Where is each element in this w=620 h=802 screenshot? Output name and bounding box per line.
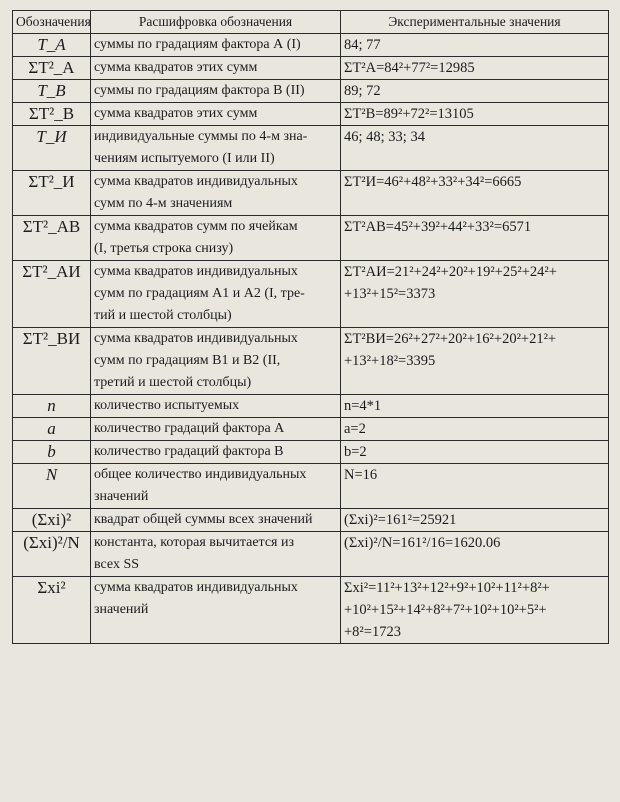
description-line: сумм по градациям В1 и В2 (II, [94, 353, 281, 368]
symbol-cell: ΣT²_A [13, 57, 91, 80]
description-line: сумм по 4-м значениям [94, 196, 233, 211]
description-cell [91, 328, 341, 395]
table-row [13, 57, 609, 80]
description-line: количество градаций фактора В [94, 444, 284, 459]
symbol-cell: ΣT²_BИ [13, 328, 91, 395]
table-row [13, 80, 609, 103]
description-line: квадрат общей суммы всех значений [94, 512, 313, 527]
table-row [13, 418, 609, 441]
symbol-cell: n [13, 395, 91, 418]
value-line: (Σxi)²/N=161²/16=1620.06 [344, 535, 501, 551]
value-line: b=2 [344, 444, 367, 460]
description-line: суммы по градациям фактора В (II) [94, 83, 305, 98]
symbol-cell: (Σxi)²/N [13, 532, 91, 577]
table-row [13, 34, 609, 57]
value-cell [341, 126, 609, 171]
value-line: (Σxi)²=161²=25921 [344, 512, 457, 528]
value-line: 46; 48; 33; 34 [344, 129, 425, 145]
description-cell [91, 532, 341, 577]
value-line: 89; 72 [344, 83, 381, 99]
value-cell [341, 532, 609, 577]
table-row [13, 441, 609, 464]
header-values: Экспериментальные значения [341, 11, 609, 34]
description-cell [91, 57, 341, 80]
value-cell [341, 509, 609, 532]
description-line: чениям испытуемого (I или II) [94, 151, 275, 166]
symbol-cell: T_A [13, 34, 91, 57]
value-line: Σxi²=11²+13²+12²+9²+10²+11²+8²+ [344, 580, 550, 596]
description-cell [91, 80, 341, 103]
value-line: +13²+15²=3373 [344, 286, 436, 302]
description-line: сумма квадратов индивидуальных [94, 580, 298, 595]
table-body [13, 34, 609, 644]
description-line: константа, которая вычитается из [94, 535, 295, 550]
table-row [13, 532, 609, 577]
header-notation: Обозначения [13, 11, 91, 34]
description-line: сумма квадратов индивидуальных [94, 331, 298, 346]
symbol-cell: ΣT²_AИ [13, 261, 91, 328]
value-cell [341, 34, 609, 57]
description-line: третий и шестой столбцы) [94, 375, 252, 390]
table-row [13, 216, 609, 261]
description-cell [91, 577, 341, 644]
description-cell [91, 34, 341, 57]
value-cell [341, 261, 609, 328]
header-description: Расшифровка обозначения [91, 11, 341, 34]
notation-table [12, 10, 609, 644]
table-row [13, 395, 609, 418]
symbol-cell: ΣT²_И [13, 171, 91, 216]
symbol-cell: T_И [13, 126, 91, 171]
value-cell [341, 418, 609, 441]
description-cell [91, 171, 341, 216]
description-line: сумма квадратов индивидуальных [94, 264, 298, 279]
document-page [12, 10, 608, 794]
table-row [13, 509, 609, 532]
description-line: (I, третья строка снизу) [94, 241, 234, 256]
description-line: сумма квадратов этих сумм [94, 106, 258, 121]
value-cell [341, 57, 609, 80]
value-line: a=2 [344, 421, 366, 437]
value-line: ΣT²AB=45²+39²+44²+33²=6571 [344, 219, 532, 235]
description-line: суммы по градациям фактора А (I) [94, 37, 301, 52]
value-line: ΣT²B=89²+72²=13105 [344, 106, 474, 122]
symbol-cell: ΣT²_AB [13, 216, 91, 261]
value-cell [341, 80, 609, 103]
description-line: значений [94, 602, 149, 617]
description-line: сумма квадратов этих сумм [94, 60, 258, 75]
symbol-cell: a [13, 418, 91, 441]
table-row [13, 577, 609, 644]
table-row [13, 126, 609, 171]
value-cell [341, 441, 609, 464]
symbol-cell: ΣT²_B [13, 103, 91, 126]
description-line: тий и шестой столбцы) [94, 308, 232, 323]
value-cell [341, 328, 609, 395]
description-cell [91, 126, 341, 171]
table-row [13, 103, 609, 126]
table-header-row [13, 11, 609, 34]
symbol-cell: b [13, 441, 91, 464]
description-line: всех SS [94, 557, 140, 572]
description-cell [91, 103, 341, 126]
value-line: ΣT²И=46²+48²+33²+34²=6665 [344, 174, 522, 190]
value-line: ΣT²A=84²+77²=12985 [344, 60, 475, 76]
value-line: 84; 77 [344, 37, 381, 53]
symbol-cell: N [13, 464, 91, 509]
value-cell [341, 216, 609, 261]
value-line: +10²+15²+14²+8²+7²+10²+10²+5²+ [344, 602, 547, 618]
description-line: сумма квадратов индивидуальных [94, 174, 298, 189]
table-row [13, 171, 609, 216]
value-line: ΣT²BИ=26²+27²+20²+16²+20²+21²+ [344, 331, 557, 347]
symbol-cell: Σxi² [13, 577, 91, 644]
value-line: +8²=1723 [344, 624, 401, 640]
value-line: N=16 [344, 467, 378, 483]
value-cell [341, 395, 609, 418]
description-cell [91, 441, 341, 464]
description-cell [91, 418, 341, 441]
table-row [13, 261, 609, 328]
description-line: сумм по градациям А1 и А2 (I, тре- [94, 286, 305, 301]
value-cell [341, 464, 609, 509]
description-cell [91, 261, 341, 328]
description-line: общее количество индивидуальных [94, 467, 307, 482]
value-line: +13²+18²=3395 [344, 353, 436, 369]
description-cell [91, 216, 341, 261]
table-row [13, 464, 609, 509]
value-cell [341, 103, 609, 126]
value-cell [341, 171, 609, 216]
table-row [13, 328, 609, 395]
symbol-cell: T_B [13, 80, 91, 103]
description-line: количество градаций фактора А [94, 421, 285, 436]
value-cell [341, 577, 609, 644]
description-cell [91, 464, 341, 509]
value-line: ΣT²AИ=21²+24²+20²+19²+25²+24²+ [344, 264, 557, 280]
value-line: n=4*1 [344, 398, 382, 414]
symbol-cell: (Σxi)² [13, 509, 91, 532]
description-line: значений [94, 489, 149, 504]
description-cell [91, 509, 341, 532]
description-cell [91, 395, 341, 418]
description-line: количество испытуемых [94, 398, 240, 413]
description-line: индивидуальные суммы по 4-м зна- [94, 129, 308, 144]
description-line: сумма квадратов сумм по ячейкам [94, 219, 298, 234]
